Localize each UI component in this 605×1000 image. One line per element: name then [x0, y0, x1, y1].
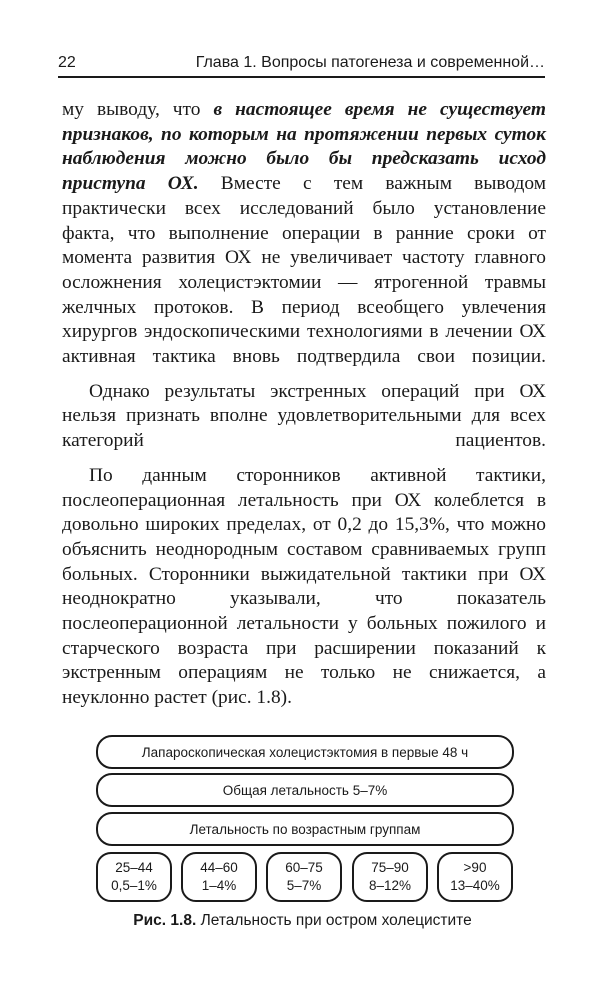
box-overall-mortality: Общая летальность 5–7% [96, 773, 514, 807]
mortality-rate: 0,5–1% [111, 878, 157, 893]
page-number: 22 [58, 54, 76, 71]
age-range: >90 [463, 860, 487, 875]
age-range: 25–44 [115, 860, 153, 875]
caption-label: Рис. 1.8. [133, 912, 197, 929]
box-laparoscopy: Лапароскопическая холецистэктомия в первые 48 ч [96, 735, 514, 769]
age-group-box [96, 852, 172, 902]
paragraph-3: По данным сторонников активной тактики, послеоперационная летальность при ОХ колеблется в довольно широких пределах, от 0,2 до 15,3%, что можно объяснить неоднородным составом сравниваемых групп больных. Сторонники выжидательной тактики при ОХ неоднократно указывали, что показатель послеоперационной летальности у больных пожилого и старческого возраста при расширении показаний к экстренным операциям не только не снижается, а неуклонно растет (рис. 1.8). [62, 464, 546, 709]
figure-caption [0, 912, 605, 930]
caption-text: Летальность при остром холецистите [196, 912, 472, 929]
age-range: 60–75 [285, 860, 323, 875]
box-age-mortality: Летальность по возрастным группам [96, 812, 514, 846]
mortality-rate: 13–40% [450, 878, 500, 893]
p1-lead: му выводу, что [62, 99, 214, 120]
paragraph-2: Однако результаты экстренных операций при ОХ нельзя признать вполне удовлетворительными для всех категорий пациентов. [62, 380, 546, 452]
running-title: Глава 1. Вопросы патогенеза и современной… [195, 54, 545, 71]
mortality-rate: 1–4% [201, 878, 237, 893]
age-group-box [437, 852, 513, 902]
age-group-box [352, 852, 428, 902]
p1-rest: Вместе с тем важным выводом практически всех исследований было установление факта, что выполнение операции в ранние сроки от момента развития ОХ не увеличивает частоту главного осложнения холецистэктомии — ятрогенной травмы желчных протоков. В период всеобщего увлечения хирургов эндоскопическими технологиями в лечении ОХ активная тактика вновь подтвердила свои позиции. [62, 173, 546, 368]
age-group-box [266, 852, 342, 902]
mortality-rate: 5–7% [286, 878, 322, 893]
mortality-rate: 8–12% [368, 878, 412, 893]
p1-emphasis: в настоящее время не существует признаков, по которым на протяжении первых суток наблюдения можно было бы предсказать исход приступа ОХ. [62, 99, 546, 195]
age-range: 75–90 [371, 860, 409, 875]
age-group-box [181, 852, 257, 902]
age-range: 44–60 [200, 860, 238, 875]
